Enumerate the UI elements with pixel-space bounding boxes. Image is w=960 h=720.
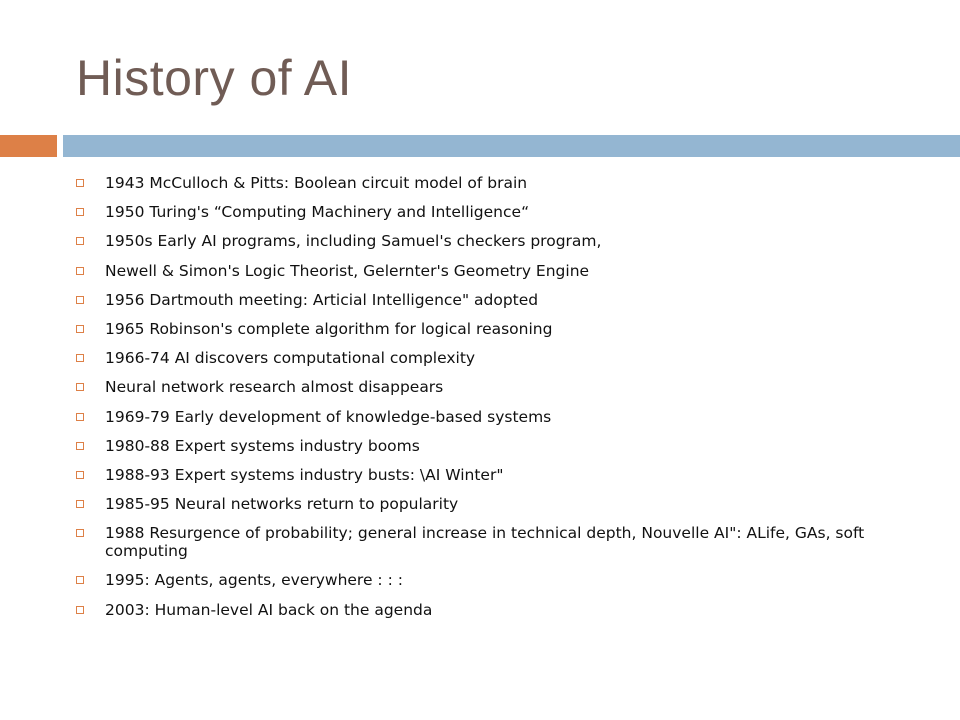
bullet-text: 1969-79 Early development of knowledge-based systems xyxy=(105,407,552,426)
accent-bar-orange xyxy=(0,135,57,157)
hollow-square-bullet-icon xyxy=(76,325,84,333)
hollow-square-bullet-icon xyxy=(76,267,84,275)
list-item xyxy=(76,347,936,369)
list-item xyxy=(76,376,936,398)
list-item xyxy=(76,435,936,457)
bullet-text: Newell & Simon's Logic Theorist, Gelernter's Geometry Engine xyxy=(105,261,590,280)
list-item xyxy=(76,201,936,223)
hollow-square-bullet-icon xyxy=(76,237,84,245)
list-item xyxy=(76,318,936,340)
bullet-text: 1985-95 Neural networks return to popularity xyxy=(105,495,459,514)
hollow-square-bullet-icon xyxy=(76,413,84,421)
bullet-text: 1950s Early AI programs, including Samuel's checkers program, xyxy=(105,232,602,251)
list-item xyxy=(76,406,936,428)
hollow-square-bullet-icon xyxy=(76,606,84,614)
bullet-text: 1956 Dartmouth meeting: Articial Intelligence" adopted xyxy=(105,290,539,309)
hollow-square-bullet-icon xyxy=(76,529,84,537)
list-item xyxy=(76,464,936,486)
bullet-text: 1966-74 AI discovers computational complexity xyxy=(105,349,476,368)
hollow-square-bullet-icon xyxy=(76,179,84,187)
hollow-square-bullet-icon xyxy=(76,500,84,508)
list-item xyxy=(76,289,936,311)
bullet-text: 2003: Human-level AI back on the agenda xyxy=(105,600,433,619)
list-item xyxy=(76,260,936,282)
bullet-text: 1988 Resurgence of probability; general increase in technical depth, Nouvelle AI": ALife, GAs, soft computing xyxy=(105,524,870,561)
list-item xyxy=(76,599,936,621)
hollow-square-bullet-icon xyxy=(76,296,84,304)
hollow-square-bullet-icon xyxy=(76,208,84,216)
list-item xyxy=(76,230,936,252)
bullet-text: 1950 Turing's “Computing Machinery and Intelligence“ xyxy=(105,203,530,222)
hollow-square-bullet-icon xyxy=(76,576,84,584)
hollow-square-bullet-icon xyxy=(76,383,84,391)
list-item xyxy=(76,493,936,515)
bullet-text: 1988-93 Expert systems industry busts: \AI Winter" xyxy=(105,465,504,484)
slide-title: History of AI xyxy=(76,50,353,106)
hollow-square-bullet-icon xyxy=(76,354,84,362)
hollow-square-bullet-icon xyxy=(76,442,84,450)
accent-bar-blue xyxy=(63,135,960,157)
bullet-text: 1943 McCulloch & Pitts: Boolean circuit model of brain xyxy=(105,174,528,192)
bullet-text: Neural network research almost disappears xyxy=(105,378,444,397)
bullet-text: 1965 Robinson's complete algorithm for logical reasoning xyxy=(105,319,553,338)
bullet-text: 1995: Agents, agents, everywhere : : : xyxy=(105,571,403,590)
list-item xyxy=(76,569,936,591)
list-item xyxy=(76,172,936,194)
hollow-square-bullet-icon xyxy=(76,471,84,479)
bullet-list xyxy=(76,172,936,628)
list-item xyxy=(76,522,936,562)
bullet-text: 1980-88 Expert systems industry booms xyxy=(105,436,420,455)
